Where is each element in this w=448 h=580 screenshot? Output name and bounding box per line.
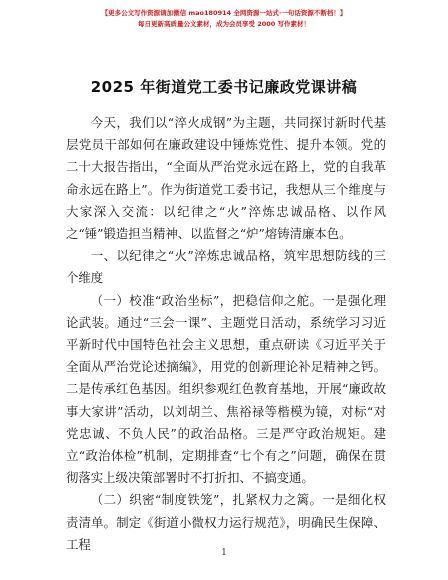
- promo-banner-line-2: 每日更新高质量公文素材，成为会员享受 2000 写作素材！: [137, 20, 311, 28]
- paragraph-subsection-2: （二）织密“制度铁笼”，扎紧权力之篱。一是细化权责清单。制定《街道小微权力运行规范》，明确民生保障、工程: [66, 492, 386, 552]
- document-body: [66, 112, 386, 556]
- document-title: 2025 年街道党工委书记廉政党课讲稿: [90, 78, 358, 96]
- page-number: 1: [221, 548, 227, 558]
- paragraph-subsection-1: （一）校准“政治坐标”，把稳信仰之舵。一是强化理论武装。通过“三会一课”、主题党日活动，系统学习习近平新时代中国特色社会主义思想，重点研读《习近平关于全面从严治党论述摘编》，用党的创新理论补足精神之钙。二是传承红色基因。组织参观红色教育基地，开展“廉政故事大家讲”活动，以刘胡兰、焦裕禄等楷模为镜，对标“对党忠诚、不负人民”的政治品格。三是严守政治规矩。建立“政治体检”机制，定期排查“七个有之”问题，确保在贯彻落实上级决策部署时不打折扣、不搞变通。: [66, 292, 386, 486]
- promo-banner: [0, 8, 448, 30]
- section-heading-1: 一、以纪律之“火”淬炼忠诚品格，筑牢思想防线的三个维度: [66, 248, 386, 286]
- paragraph-intro: 今天，我们以“淬火成钢”为主题，共同探讨新时代基层党员干部如何在廉政建设中锤炼党性、提升本领。党的二十大报告指出，“全面从严治党永远在路上，党的自我革命永远在路上”。作为街道党工委书记，我想从三个维度与大家深入交流：以纪律之“火”淬炼忠诚品格、以作风之“锤”锻造担当精神、以监督之“炉”熔铸清廉本色。: [66, 115, 386, 242]
- promo-banner-line-1: 【更多公文写作资源请加微信 mao180914 全网资源一站式·一句话资源不断档！】: [101, 9, 347, 17]
